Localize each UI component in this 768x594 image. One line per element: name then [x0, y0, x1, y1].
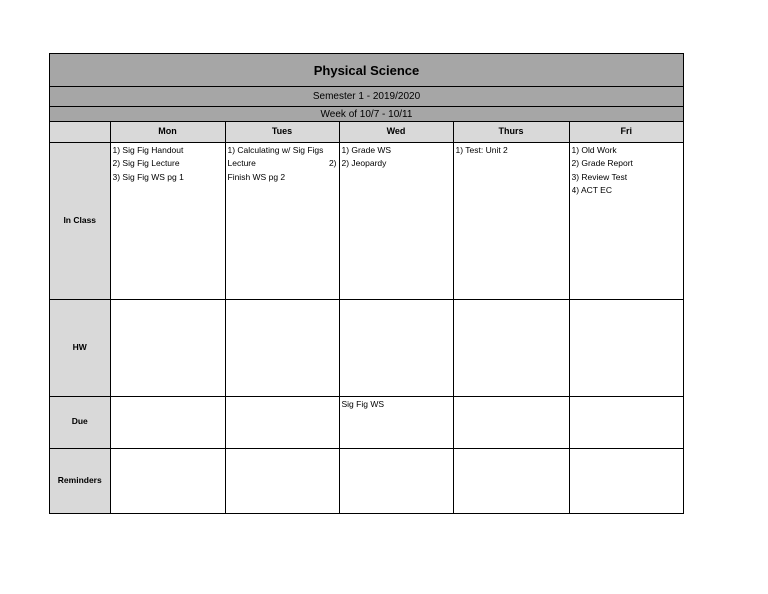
row-label-due: Due [50, 396, 110, 448]
hw-row [50, 299, 683, 396]
in-class-thurs-cell[interactable] [453, 142, 569, 299]
page-title: Physical Science [50, 54, 683, 87]
schedule-table [50, 122, 683, 513]
planner-sheet [49, 53, 684, 514]
reminders-row [50, 448, 683, 513]
day-header-wed: Wed [339, 122, 453, 142]
list-item: Finish WS pg 2 [227, 171, 286, 182]
list-item: 3) Sig Fig WS pg 1 [112, 171, 184, 182]
in-class-row [50, 142, 683, 299]
hw-wed-cell[interactable] [339, 299, 453, 396]
day-header-fri: Fri [569, 122, 683, 142]
reminders-wed-cell[interactable] [339, 448, 453, 513]
row-label-reminders: Reminders [50, 448, 110, 513]
list-item: 1) Grade WS [341, 144, 392, 155]
list-item: Lecture [227, 158, 256, 168]
in-class-fri-cell[interactable] [569, 142, 683, 299]
hw-tues-cell[interactable] [225, 299, 339, 396]
day-header-tues: Tues [225, 122, 339, 142]
due-row [50, 396, 683, 448]
reminders-mon-cell[interactable] [110, 448, 225, 513]
in-class-tues-cell[interactable] [225, 142, 339, 299]
hw-thurs-cell[interactable] [453, 299, 569, 396]
hw-mon-cell[interactable] [110, 299, 225, 396]
list-item: 4) ACT EC [571, 185, 612, 195]
list-item: 2) [328, 158, 337, 168]
row-label-hw: HW [50, 299, 110, 396]
list-item: 2) Jeopardy [341, 158, 387, 168]
list-item: 3) Review Test [571, 171, 628, 182]
list-item: 2) Grade Report [571, 158, 633, 168]
list-item: Sig Fig WS [341, 398, 385, 409]
due-wed-cell[interactable] [339, 396, 453, 448]
list-item: 1) Sig Fig Handout [112, 144, 184, 155]
list-item: 1) Test: Unit 2 [455, 144, 508, 155]
due-thurs-cell[interactable] [453, 396, 569, 448]
day-header-mon: Mon [110, 122, 225, 142]
week-label: Week of 10/7 - 10/11 [50, 107, 683, 122]
in-class-mon-cell[interactable] [110, 142, 225, 299]
reminders-fri-cell[interactable] [569, 448, 683, 513]
day-header-thurs: Thurs [453, 122, 569, 142]
due-tues-cell[interactable] [225, 396, 339, 448]
list-item: 2) Sig Fig Lecture [112, 158, 180, 168]
corner-cell [50, 122, 110, 142]
hw-fri-cell[interactable] [569, 299, 683, 396]
reminders-thurs-cell[interactable] [453, 448, 569, 513]
semester-label: Semester 1 - 2019/2020 [50, 87, 683, 107]
row-label-in-class: In Class [50, 142, 110, 299]
day-header-row [50, 122, 683, 142]
list-item: 1) Old Work [571, 144, 617, 155]
due-fri-cell[interactable] [569, 396, 683, 448]
due-mon-cell[interactable] [110, 396, 225, 448]
in-class-wed-cell[interactable] [339, 142, 453, 299]
reminders-tues-cell[interactable] [225, 448, 339, 513]
list-item: 1) Calculating w/ Sig Figs [227, 144, 324, 155]
